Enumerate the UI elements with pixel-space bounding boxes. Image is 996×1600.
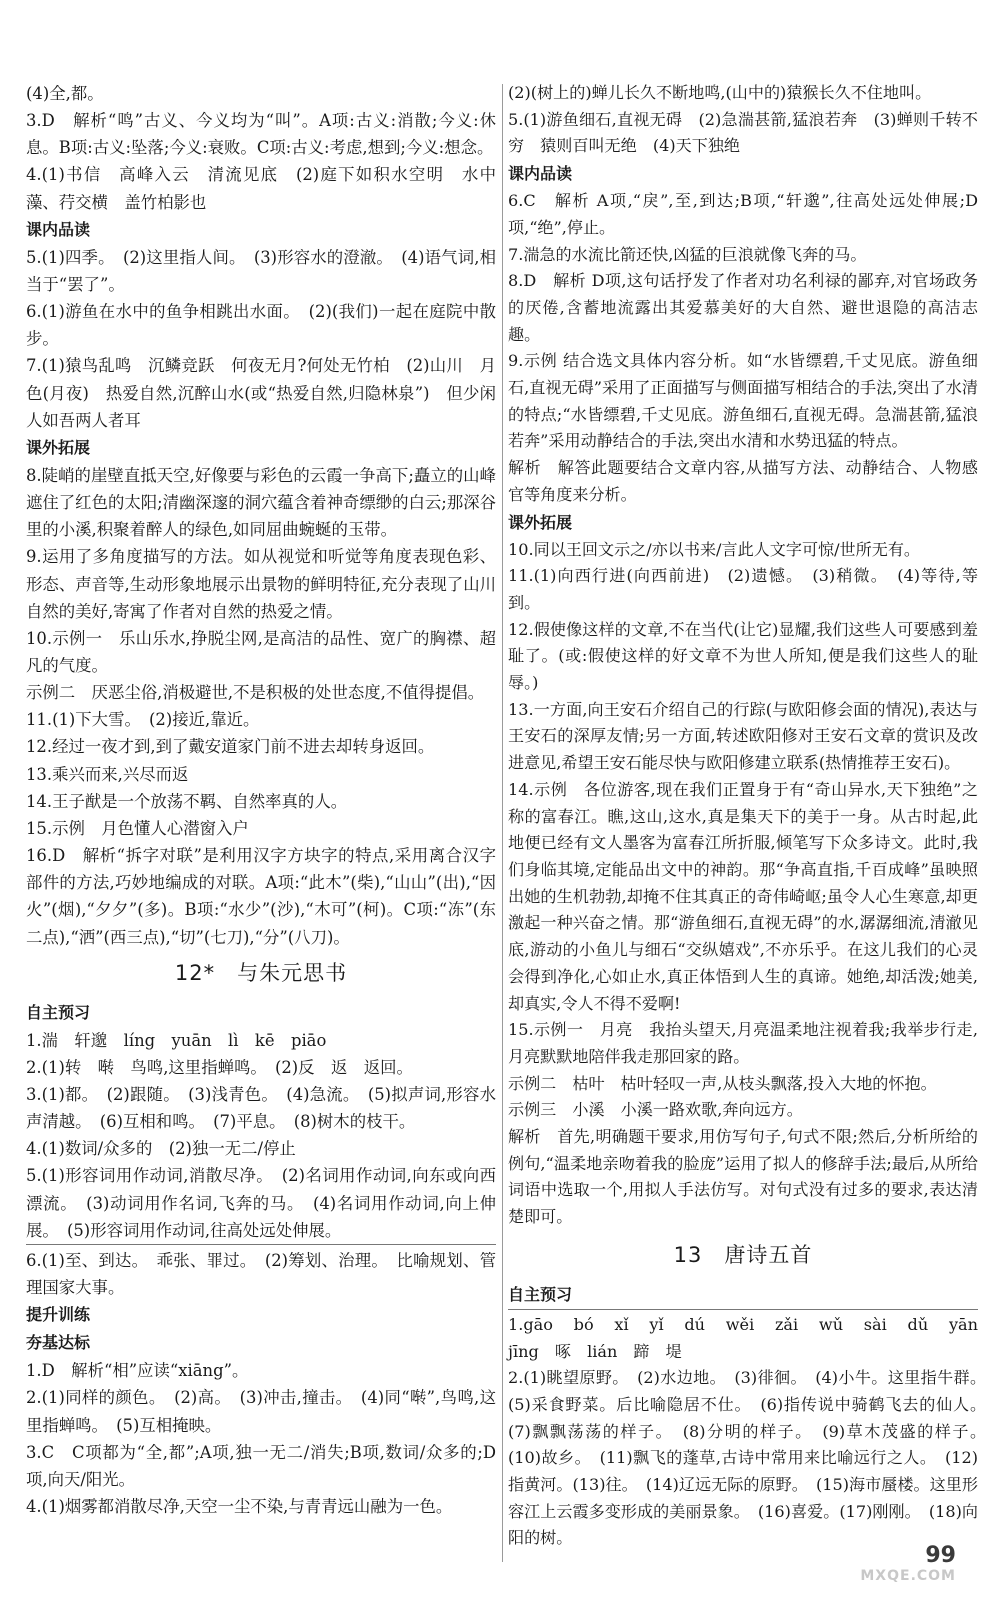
section-heading: 自主预习: [26, 1002, 91, 1022]
answer-item: 9.运用了多角度描写的方法。如从视觉和听觉等角度表现色彩、形态、声音等,生动形象地展示出景物的鲜明特征,充分表现了山川自然的美好,寄寓了作者对自然的热爱之情。: [26, 547, 496, 621]
answer-item: 2.(1)眺望原野。 (2)水边地。 (3)徘徊。 (4)小牛。这里指牛群。 (5)采食野菜。后比喻隐居不仕。 (6)指传说中骑鹤飞去的仙人。 (7)飘飘荡荡的样子。 (8)分明的样子。 (9)草木茂盛的样子。 (10)故乡。 (11)飘飞的蓬草,古诗中常用来比喻远行之人。 (12)指黄河。(13)往。 (14)辽远无际的原野。 (15)海市蜃楼。这里形容江上云霞多变形成的美丽景象。 (16)喜爱。(17)刚刚。 (18)向阳的树。: [508, 1368, 995, 1548]
section-heading: 自主预习: [508, 1284, 573, 1304]
section-rule: [26, 1244, 496, 1245]
answer-item: 4.(1)烟雾都消散尽净,天空一尘不染,与青青远山融为一色。: [26, 1497, 453, 1517]
answer-item: 9.示例 结合选文具体内容分析。如“水皆缥碧,千丈见底。游鱼细石,直视无碍”采用了正面描写与侧面描写相结合的手法,突出了水清的特点;“水皆缥碧,千丈见底。游鱼细石,直视无碍。急湍甚箭,猛浪若奔”采用动静结合的手法,突出水清和水势迅猛的特点。: [508, 351, 978, 451]
answer-item: 1.D 解析“相”应读“xiāng”。: [26, 1361, 249, 1381]
answer-item: 6.(1)至、到达。 乖张、罪过。 (2)筹划、治理。 比喻规划、管理国家大事。: [26, 1250, 496, 1298]
section-heading: 课外拓展: [26, 437, 91, 457]
answer-item: 示例二 厌恶尘俗,消极避世,不是积极的处世态度,不值得提倡。: [26, 683, 485, 703]
answer-item: 解析 解答此题要结合文章内容,从描写方法、动静结合、人物感官等角度来分析。: [508, 458, 978, 504]
answer-item: 6.(1)游鱼在水中的鱼争相跳出水面。 (2)(我们)一起在庭院中散步。: [26, 302, 496, 349]
answer-item: 16.D 解析“拆字对联”是利用汉字方块字的特点,采用离合汉字部件的方法,巧妙地编成的对联。A项:“此木”(柴),“山山”(出),“因火”(烟),“夕夕”(多)。B项:“水少”(沙),“木可”(柯)。C项:“冻”(东二点),“洒”(西三点),“切”(七刀),“分”(八刀)。: [26, 846, 496, 947]
section-rule: [508, 1309, 978, 1310]
answer-item: 3.(1)都。 (2)跟随。 (3)浅青色。 (4)急流。 (5)拟声词,形容水声清越。 (6)互相和鸣。 (7)平息。 (8)树木的枝干。: [26, 1085, 496, 1132]
section-heading: 夯基达标: [26, 1333, 91, 1353]
answer-item: 5.(1)形容词用作动词,消散尽净。 (2)名词用作动词,向东或向西漂流。 (3)动词用作名词,飞奔的马。 (4)名词用作动词,向上伸展。 (5)形容词用作动词,往高处远处伸展。: [26, 1166, 496, 1240]
answer-item: 2.(1)同样的颜色。 (2)高。 (3)冲击,撞击。 (4)同“啭”,鸟鸣,这里指蝉鸣。 (5)互相掩映。: [26, 1388, 496, 1435]
answer-item: 解析 首先,明确题干要求,用仿写句子,句式不限;然后,分析所给的例句,“温柔地亲吻着我的脸庞”运用了拟人的修辞手法;最后,从所给词语中选取一个,用拟人手法仿写。对句式没有过多的要求,表达清楚即可。: [508, 1127, 978, 1227]
answer-item: (4)全,都。: [26, 84, 104, 103]
lesson-title: 13 唐诗五首: [673, 1242, 813, 1267]
section-heading: 课内品读: [508, 164, 573, 184]
answer-item: 15.示例一 月亮 我抬头望天,月亮温柔地注视着我;我举步行走,月亮默默地陪伴我走那回家的路。: [508, 1020, 978, 1066]
answer-item: 2.(1)转 啭 鸟鸣,这里指蝉鸣。 (2)反 返 返回。: [26, 1057, 413, 1077]
answer-item: 4.(1)数词/众多的 (2)独一无二/停止: [26, 1139, 296, 1159]
answer-item: 示例三 小溪 小溪一路欢歌,奔向远方。: [508, 1100, 803, 1120]
answer-item: 6.C 解析 A项,“戾”,至,到达;B项,“轩邈”,往高处远处伸展;D项,“绝”,停止。: [508, 191, 978, 237]
answer-item: 7.湍急的水流比箭还快,凶猛的巨浪就像飞奔的马。: [508, 244, 867, 264]
answer-item: 1.湍 轩邈 líng yuān lì kē piāo: [26, 1030, 327, 1050]
answer-item: 13.一方面,向王安石介绍自己的行踪(与欧阳修会面的情况),表达与王安石的深厚友情;另一方面,转述欧阳修对王安石文章的赏识及改进意见,希望王安石能尽快与欧阳修建立联系(热情推荐王安石)。: [508, 699, 978, 773]
answer-item: 12.假使像这样的文章,不在当代(让它)显耀,我们这些人可要感到羞耻了。(或:假使这样的好文章不为世人所知,便是我们这些人的耻辱。): [508, 619, 978, 693]
answer-item: 12.经过一夜才到,到了戴安道家门前不进去却转身返回。: [26, 737, 435, 757]
section-heading: 课内品读: [26, 219, 91, 239]
answer-item: 示例二 枯叶 枯叶轻叹一声,从枝头飘落,投入大地的怀抱。: [508, 1073, 937, 1093]
answer-item: 13.乘兴而来,兴尽而返: [26, 764, 189, 784]
answer-item: 11.(1)下大雪。 (2)接近,靠近。: [26, 710, 260, 730]
answer-item: 10.示例一 乐山乐水,挣脱尘网,是高洁的品性、宽广的胸襟、超凡的气度。: [26, 628, 496, 675]
page-number: 99: [925, 1543, 956, 1568]
answer-item: 1.gāo bó xǐ yǐ dú wěi zǎi wǔ sài dǔ yān jīng 啄 lián 蹄 堤: [508, 1314, 995, 1361]
answer-item: 3.C C项都为“全,都”;A项,独一无二/消失;B项,数词/众多的;D项,向天/阳光。: [26, 1442, 496, 1489]
left-column: [26, 80, 496, 1520]
right-column: [508, 80, 995, 1552]
section-heading: 课外拓展: [508, 512, 573, 532]
lesson-title: 12* 与朱元思书: [174, 960, 348, 985]
answer-item: 7.(1)猿鸟乱鸣 沉鳞竞跃 何夜无月?何处无竹柏 (2)山川 月色(月夜) 热爱自然,沉醉山水(或“热爱自然,归隐林泉”) 但少闲人如吾两人者耳: [26, 356, 496, 430]
answer-item: 11.(1)向西行进(向西前进) (2)遗憾。 (3)稍微。 (4)等待,等到。: [508, 566, 978, 612]
answer-item: 3.D 解析“鸣”古义、今义均为“叫”。A项:古义:消散;今义:休息。B项:古义:坠落;今义:衰败。C项:古义:考虑,想到;今义:想念。: [26, 111, 496, 158]
answer-item: (2)(树上的)蝉儿长久不断地鸣,(山中的)猿猴长久不住地叫。: [508, 83, 932, 102]
answer-item: 5.(1)四季。 (2)这里指人间。 (3)形容水的澄澈。 (4)语气词,相当于“罢了”。: [26, 247, 496, 294]
answer-item: 8.D 解析 D项,这句话抒发了作者对功名利禄的鄙弃,对官场政务的厌倦,含蓄地流露出其爱慕美好的大自然、避世退隐的高洁志趣。: [508, 271, 978, 344]
watermark-text: MXQE.COM: [860, 1568, 956, 1584]
answer-item: 8.陡峭的崖壁直抵天空,好像要与彩色的云霞一争高下;矗立的山峰遮住了红色的太阳;清幽深邃的洞穴蕴含着神奇缥缈的白云;那深谷里的小溪,积聚着醉人的绿色,如同屈曲蜿蜒的玉带。: [26, 465, 496, 540]
answer-item: 14.示例 各位游客,现在我们正置身于有“奇山异水,天下独绝”之称的富春江。瞧,这山,这水,真是集天下的美于一身。从古时起,此地便已经有文人墨客为富春江所折服,倾笔写下众多诗文。此时,我们身临其境,定能品出文中的神韵。那“争高直指,千百成峰”虽映照出她的生机勃勃,却掩不住其真正的奇伟崎岖;虽令人心生寒意,却更激起一种兴奋之情。那“游鱼细石,直视无碍”的水,潺潺细流,清澈见底,游动的小鱼儿与细石“交纵嬉戏”,不亦乐乎。在这儿我们的心灵会得到净化,心如止水,真正体悟到人生的真谛。她绝,却活泼;她美,却真实,令人不得不爱啊!: [508, 779, 978, 1013]
section-heading: 提升训练: [26, 1305, 91, 1325]
answer-item: 15.示例 月色懂人心潜窗入户: [26, 818, 249, 838]
answer-item: 10.同以王回文示之/亦以书来/言此人文字可惊/世所无有。: [508, 539, 921, 559]
answer-item: 5.(1)游鱼细石,直视无碍 (2)急湍甚箭,猛浪若奔 (3)蝉则千转不穷 猿则百叫无绝 (4)天下独绝: [508, 109, 978, 156]
answer-item: 4.(1)书信 高峰入云 清流见底 (2)庭下如积水空明 水中藻、荇交横 盖竹柏影也: [26, 165, 496, 212]
answer-item: 14.王子猷是一个放荡不羁、自然率真的人。: [26, 791, 348, 811]
column-divider: [502, 84, 503, 1562]
